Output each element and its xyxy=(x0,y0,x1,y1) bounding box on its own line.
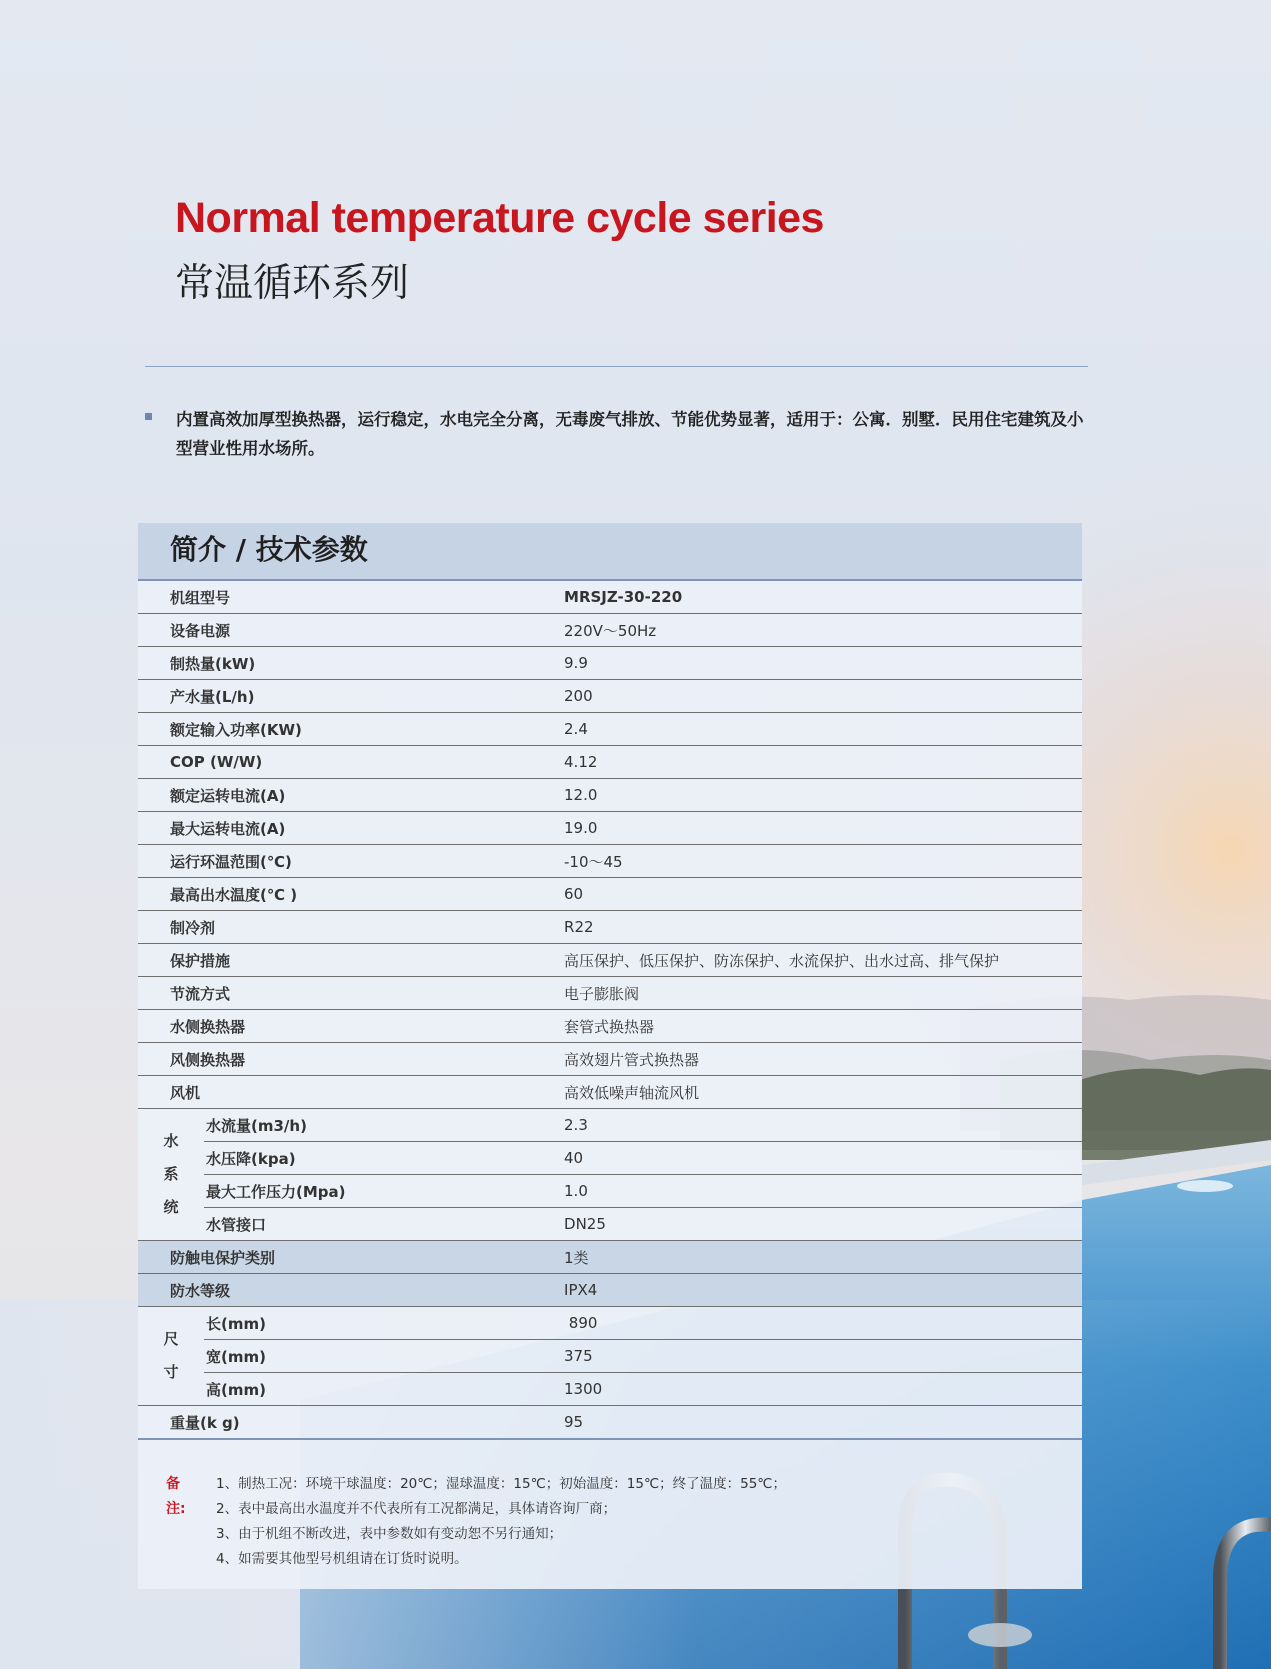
row-value: 60 xyxy=(564,878,1082,911)
row-label: 长(mm) xyxy=(204,1307,564,1340)
group-char: 系 xyxy=(163,1165,179,1183)
group-char: 统 xyxy=(163,1198,179,1216)
row-value: MRSJZ-30-220 xyxy=(564,581,1082,614)
notes-list xyxy=(216,1472,916,1572)
note-item: 4、如需要其他型号机组请在订货时说明。 xyxy=(216,1551,468,1567)
table-row xyxy=(138,680,1082,713)
row-value: 95 xyxy=(564,1406,1082,1440)
title-chinese: 常温循环系列 xyxy=(175,261,410,306)
table-row xyxy=(138,1043,1082,1076)
row-label: 重量(k g) xyxy=(138,1406,564,1440)
table-row xyxy=(138,779,1082,812)
row-value: 高效翅片管式换热器 xyxy=(564,1043,1082,1076)
row-value: 4.12 xyxy=(564,746,1082,779)
row-label: 水流量(m3/h) xyxy=(204,1109,564,1142)
table-row xyxy=(138,911,1082,944)
row-label: 额定输入功率(KW) xyxy=(138,713,564,746)
row-label: 制冷剂 xyxy=(138,911,564,944)
table-row xyxy=(138,1274,1082,1307)
group-char: 寸 xyxy=(163,1363,179,1381)
note-item: 3、由于机组不断改进，表中参数如有变动恕不另行通知； xyxy=(216,1526,563,1542)
row-value: DN25 xyxy=(564,1208,1082,1241)
table-row xyxy=(138,977,1082,1010)
row-value: 200 xyxy=(564,680,1082,713)
row-value: -10～45 xyxy=(564,845,1082,878)
dimensions-group-label xyxy=(138,1307,204,1406)
row-value: 40 xyxy=(564,1142,1082,1175)
intro-paragraph: 内置高效加厚型换热器，运行稳定，水电完全分离，无毒废气排放、节能优势显著，适用于：公寓．别墅．民用住宅建筑及小型营业性用水场所。 xyxy=(176,410,1084,458)
row-label: 最高出水温度(℃ ) xyxy=(138,878,564,911)
table-row xyxy=(138,746,1082,779)
row-label: 风侧换热器 xyxy=(138,1043,564,1076)
row-label: 最大工作压力(Mpa) xyxy=(204,1175,564,1208)
table-row xyxy=(138,1208,1082,1241)
table-row xyxy=(138,1109,1082,1142)
table-row xyxy=(138,1241,1082,1274)
title-english: Normal temperature cycle series xyxy=(175,194,824,242)
spec-title: 简介 / 技术参数 xyxy=(170,533,368,566)
row-label: 防触电保护类别 xyxy=(138,1241,564,1274)
table-row xyxy=(138,1175,1082,1208)
row-value: 电子膨胀阀 xyxy=(564,977,1082,1010)
table-row xyxy=(138,1373,1082,1406)
notes-label: 备注: xyxy=(166,1476,186,1517)
table-row xyxy=(138,878,1082,911)
table-row xyxy=(138,713,1082,746)
table-row xyxy=(138,845,1082,878)
row-label: 水侧换热器 xyxy=(138,1010,564,1043)
row-value: 375 xyxy=(564,1340,1082,1373)
row-label: 最大运转电流(A) xyxy=(138,812,564,845)
table-row xyxy=(138,812,1082,845)
table-row xyxy=(138,581,1082,614)
spec-header xyxy=(138,523,1082,581)
bullet-square-icon xyxy=(145,413,152,420)
row-label: 设备电源 xyxy=(138,614,564,647)
row-value: 9.9 xyxy=(564,647,1082,680)
row-label: 制热量(kW) xyxy=(138,647,564,680)
row-value: 1300 xyxy=(564,1373,1082,1406)
table-row xyxy=(138,1307,1082,1340)
row-label: 运行环温范围(℃) xyxy=(138,845,564,878)
divider xyxy=(145,366,1088,367)
row-value: 890 xyxy=(564,1307,1082,1340)
group-char: 尺 xyxy=(163,1330,179,1348)
row-value: 高压保护、低压保护、防冻保护、水流保护、出水过高、排气保护 xyxy=(564,944,1082,977)
row-value: 高效低噪声轴流风机 xyxy=(564,1076,1082,1109)
row-value: 1.0 xyxy=(564,1175,1082,1208)
row-label: COP (W/W) xyxy=(138,746,564,779)
row-label: 保护措施 xyxy=(138,944,564,977)
table-row xyxy=(138,1340,1082,1373)
row-label: 产水量(L/h) xyxy=(138,680,564,713)
row-value: 220V～50Hz xyxy=(564,614,1082,647)
spec-table xyxy=(138,581,1082,1440)
table-row xyxy=(138,1076,1082,1109)
table-row xyxy=(138,1142,1082,1175)
row-label: 风机 xyxy=(138,1076,564,1109)
note-item: 1、制热工况：环境干球温度：20℃；湿球温度：15℃；初始温度：15℃；终了温度：55℃； xyxy=(216,1476,786,1492)
group-char: 水 xyxy=(163,1132,179,1150)
table-row xyxy=(138,614,1082,647)
table-row xyxy=(138,1010,1082,1043)
row-value: 2.3 xyxy=(564,1109,1082,1142)
row-label: 高(mm) xyxy=(204,1373,564,1406)
row-label: 防水等级 xyxy=(138,1274,564,1307)
table-row xyxy=(138,944,1082,977)
row-label: 宽(mm) xyxy=(204,1340,564,1373)
table-row xyxy=(138,647,1082,680)
row-label: 水管接口 xyxy=(204,1208,564,1241)
spec-panel xyxy=(138,523,1082,1589)
water-system-group-label xyxy=(138,1109,204,1241)
row-value: IPX4 xyxy=(564,1274,1082,1307)
row-value: 2.4 xyxy=(564,713,1082,746)
note-item: 2、表中最高出水温度并不代表所有工况都满足，具体请咨询厂商； xyxy=(216,1501,617,1517)
table-row xyxy=(138,1406,1082,1440)
row-value: 套管式换热器 xyxy=(564,1010,1082,1043)
row-value: 19.0 xyxy=(564,812,1082,845)
row-label: 机组型号 xyxy=(138,581,564,614)
row-value: 1类 xyxy=(564,1241,1082,1274)
row-label: 节流方式 xyxy=(138,977,564,1010)
row-label: 额定运转电流(A) xyxy=(138,779,564,812)
row-value: 12.0 xyxy=(564,779,1082,812)
row-label: 水压降(kpa) xyxy=(204,1142,564,1175)
row-value: R22 xyxy=(564,911,1082,944)
